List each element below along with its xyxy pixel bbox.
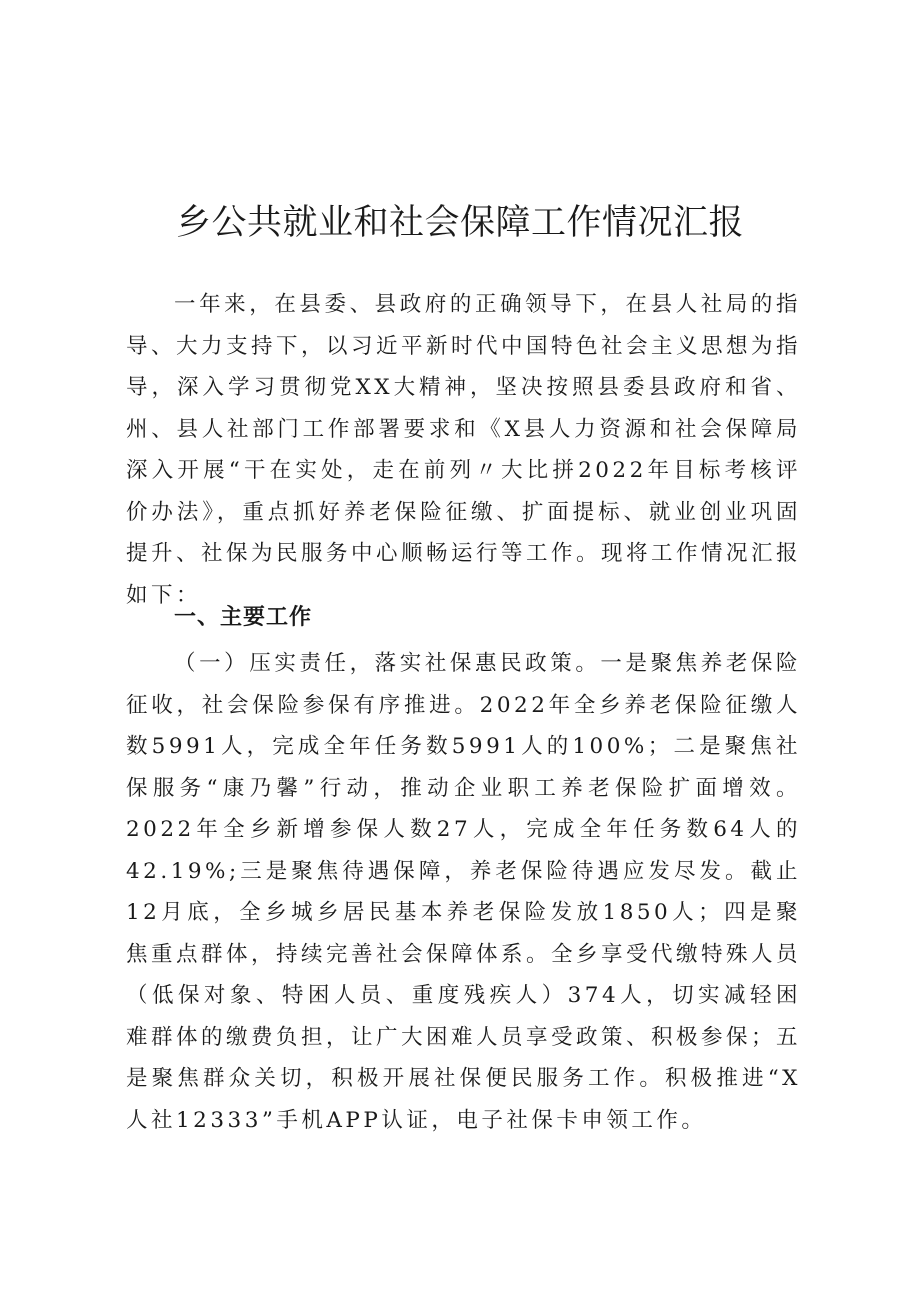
section-paragraph: （一）压实责任，落实社保惠民政策。一是聚焦养老保险征收，社会保险参保有序推进。2022年全乡养老保险征缴人数5991人，完成全年任务数5991人的100%；二是聚焦社保服务“康乃馨”行动，推动企业职工养老保险扩面增效。2022年全乡新增参保人数27人，完成全年任务数64人的42.19%;三是聚焦待遇保障，养老保险待遇应发尽发。截止12月底，全乡城乡居民基本养老保险发放1850人；四是聚焦重点群体，持续完善社会保障体系。全乡享受代缴特殊人员（低保对象、特困人员、重度残疾人）374人，切实减轻困难群体的缴费负担，让广大困难人员享受政策、积极参保；五是聚焦群众关切，积极开展社保便民服务工作。积极推进“X人社12333”手机APP认证，电子社保卡申领工作。 — [126, 651, 802, 1133]
intro-paragraph: 一年来，在县委、县政府的正确领导下，在县人社局的指导、大力支持下，以习近平新时代中国特色社会主义思想为指导，深入学习贯彻党XX大精神，坚决按照县委县政府和省、州、县人社部门工作部署要求和《X县人力资源和社会保障局深入开展“干在实处，走在前列〃大比拼2022年目标考核评价办法》，重点抓好养老保险征缴、扩面提标、就业创业巩固提升、社保为民服务中心顺畅运行等工作。现将工作情况汇报如下： — [126, 292, 802, 608]
document-title: 乡公共就业和社会保障工作情况汇报 — [175, 203, 744, 243]
section-heading: 一、主要工作 — [174, 605, 313, 630]
